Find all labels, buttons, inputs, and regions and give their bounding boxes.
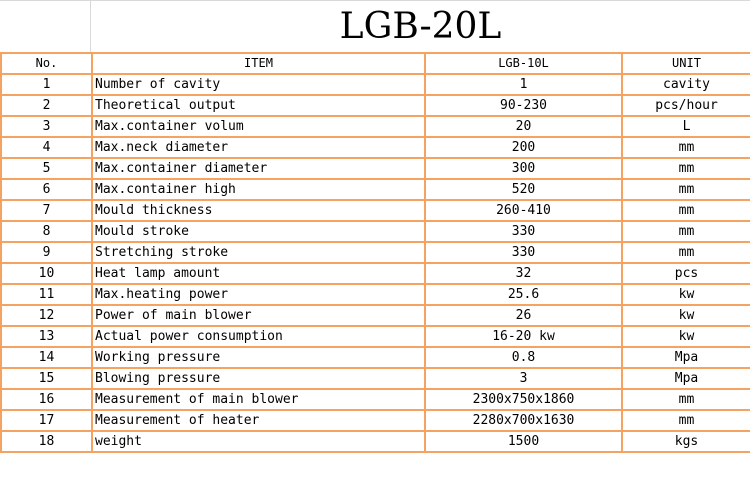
cell-value: 300 [425,158,622,179]
cell-unit: mm [622,221,750,242]
cell-no: 12 [1,305,92,326]
cell-item: weight [92,431,425,452]
header-unit: UNIT [622,53,750,74]
cell-item: Blowing pressure [92,368,425,389]
cell-no: 18 [1,431,92,452]
cell-value: 3 [425,368,622,389]
cell-value: 2300x750x1860 [425,389,622,410]
cell-unit: mm [622,158,750,179]
header-item: ITEM [92,53,425,74]
cell-unit: mm [622,179,750,200]
cell-item: Mould stroke [92,221,425,242]
cell-unit: Mpa [622,347,750,368]
cell-unit: pcs/hour [622,95,750,116]
table-row [1,242,750,263]
cell-no: 11 [1,284,92,305]
cell-no: 4 [1,137,92,158]
cell-no: 1 [1,74,92,95]
table-row [1,263,750,284]
table-row [1,95,750,116]
cell-value: 0.8 [425,347,622,368]
cell-unit: pcs [622,263,750,284]
cell-unit: kw [622,284,750,305]
cell-no: 5 [1,158,92,179]
cell-no: 15 [1,368,92,389]
table-row [1,284,750,305]
cell-unit: mm [622,200,750,221]
table-row [1,431,750,452]
cell-unit: kgs [622,431,750,452]
cell-item: Max.container high [92,179,425,200]
cell-item: Mould thickness [92,200,425,221]
table-row [1,179,750,200]
cell-unit: Mpa [622,368,750,389]
table-row [1,368,750,389]
cell-item: Stretching stroke [92,242,425,263]
table-row [1,410,750,431]
cell-item: Measurement of main blower [92,389,425,410]
cell-value: 330 [425,221,622,242]
table-row [1,326,750,347]
table-row [1,137,750,158]
cell-item: Max.heating power [92,284,425,305]
cell-unit: cavity [622,74,750,95]
cell-no: 17 [1,410,92,431]
cell-item: Max.neck diameter [92,137,425,158]
table-row [1,347,750,368]
table-row [1,389,750,410]
header-no: No. [1,53,92,74]
cell-value: 200 [425,137,622,158]
cell-no: 16 [1,389,92,410]
table-row [1,158,750,179]
cell-item: Max.container diameter [92,158,425,179]
cell-no: 2 [1,95,92,116]
cell-unit: mm [622,410,750,431]
cell-value: 1 [425,74,622,95]
cell-no: 8 [1,221,92,242]
page-title: LGB-20L [339,5,502,47]
cell-value: 90-230 [425,95,622,116]
table-row [1,200,750,221]
table-row [1,74,750,95]
cell-value: 32 [425,263,622,284]
cell-value: 26 [425,305,622,326]
spec-table-body [1,53,750,452]
cell-item: Measurement of heater [92,410,425,431]
table-row [1,305,750,326]
cell-value: 260-410 [425,200,622,221]
cell-no: 14 [1,347,92,368]
cell-unit: L [622,116,750,137]
cell-unit: kw [622,305,750,326]
cell-item: Theoretical output [92,95,425,116]
cell-unit: kw [622,326,750,347]
cell-value: 330 [425,242,622,263]
cell-value: 16-20 kw [425,326,622,347]
cell-no: 3 [1,116,92,137]
cell-value: 1500 [425,431,622,452]
header-model: LGB-10L [425,53,622,74]
cell-item: Power of main blower [92,305,425,326]
cell-item: Max.container volum [92,116,425,137]
cell-unit: mm [622,242,750,263]
table-header-row [1,53,750,74]
cell-value: 25.6 [425,284,622,305]
cell-item: Working pressure [92,347,425,368]
cell-item: Heat lamp amount [92,263,425,284]
cell-no: 9 [1,242,92,263]
cell-no: 7 [1,200,92,221]
cell-unit: mm [622,137,750,158]
cell-item: Number of cavity [92,74,425,95]
cell-unit: mm [622,389,750,410]
spec-table [0,52,750,453]
cell-value: 2280x700x1630 [425,410,622,431]
cell-no: 6 [1,179,92,200]
cell-no: 10 [1,263,92,284]
cell-item: Actual power consumption [92,326,425,347]
table-row [1,116,750,137]
cell-no: 13 [1,326,92,347]
cell-value: 20 [425,116,622,137]
table-row [1,221,750,242]
cell-value: 520 [425,179,622,200]
